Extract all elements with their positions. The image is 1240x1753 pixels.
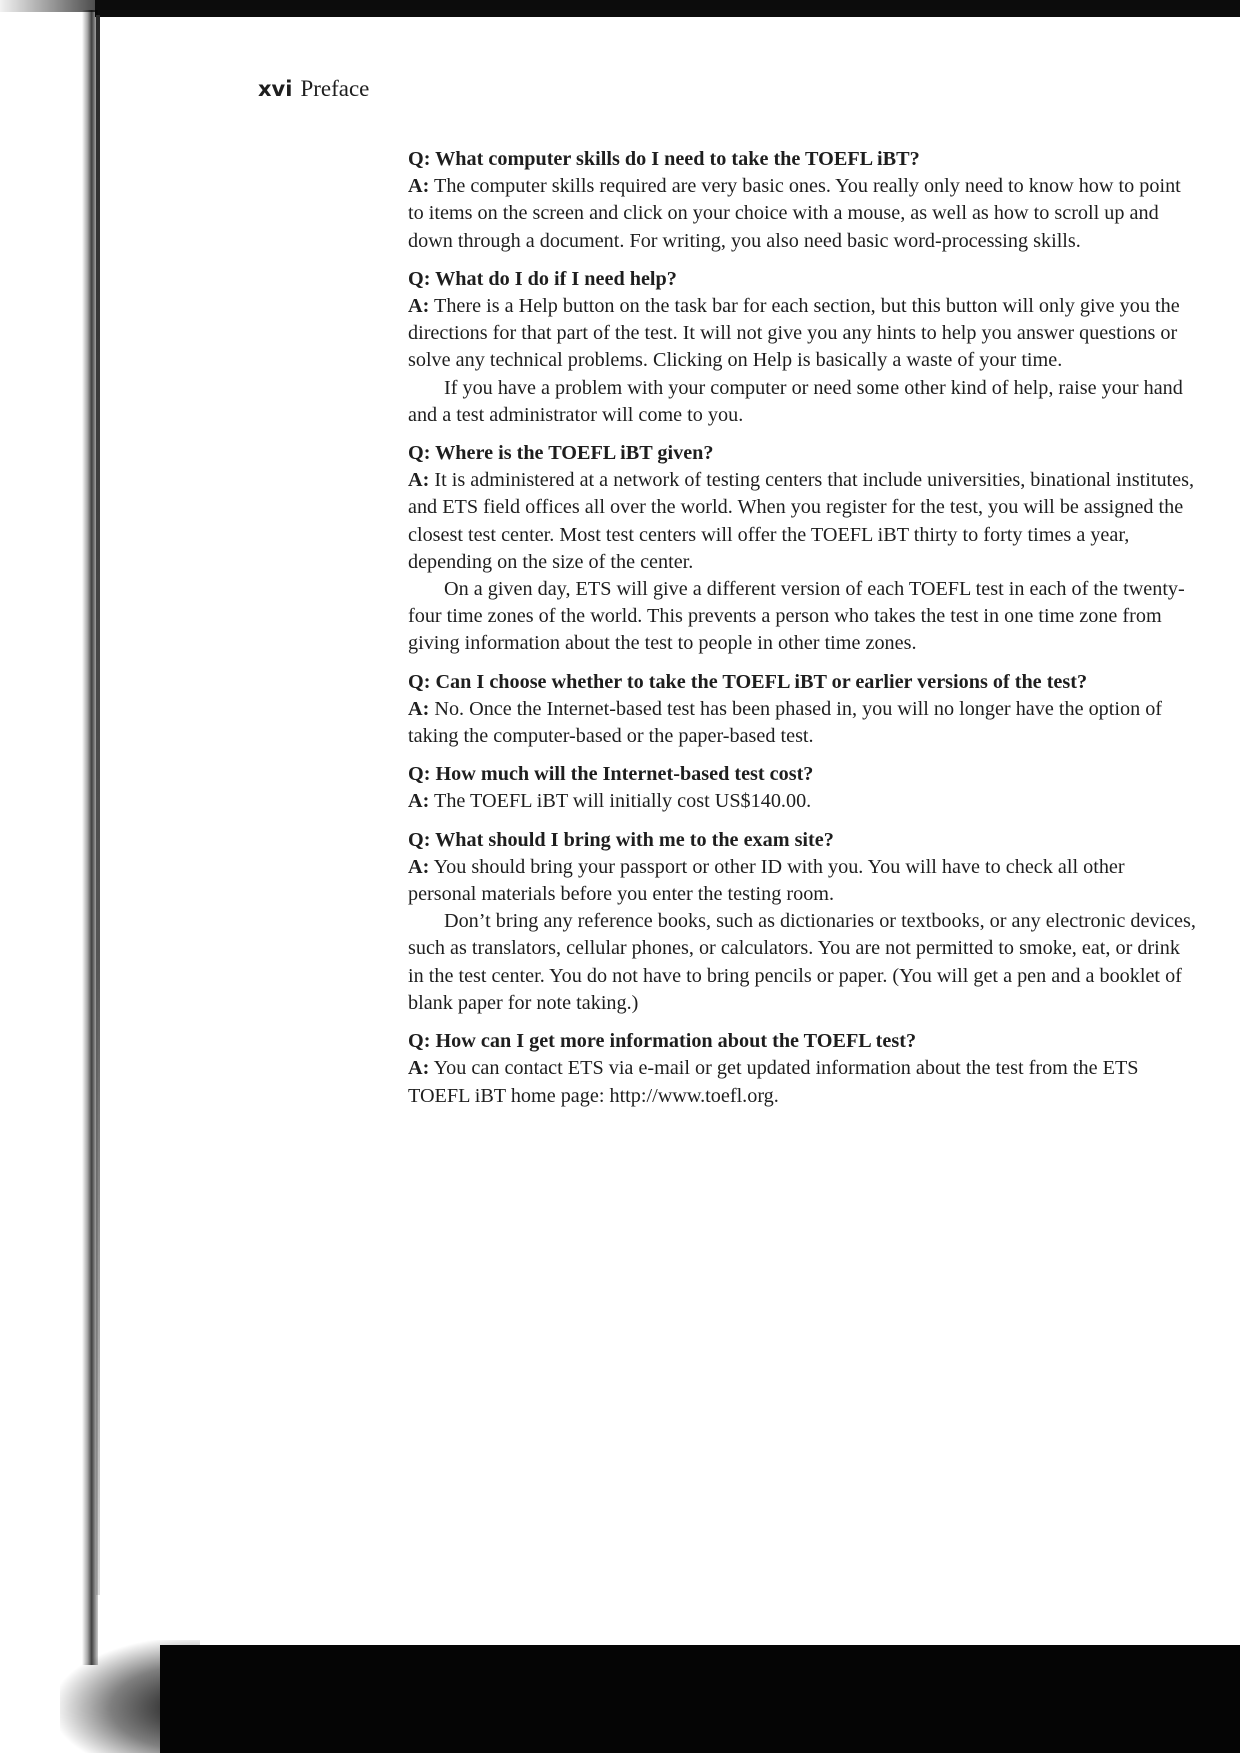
answer-label: A: xyxy=(408,469,430,492)
faq-question: Q: What computer skills do I need to take the TOEFL iBT? xyxy=(408,148,920,170)
answer-label: A: xyxy=(408,855,430,878)
faq-item xyxy=(408,1028,1198,1110)
answer-paragraph: Don’t bring any reference books, such as dictionaries or textbooks, or any electronic devices, such as translators, cellular phones, or calculators. You are not permitted to smoke, eat, or drink in the test center. You do not have to bring pencils or paper. (You will get a pen and a booklet of blank paper for note taking.) xyxy=(408,910,1196,1014)
faq-question: Q: What do I do if I need help? xyxy=(408,267,677,290)
faq-item xyxy=(408,440,1198,658)
faq-answer xyxy=(408,788,1198,815)
faq-answer xyxy=(408,293,1198,375)
scan-edge-bottom xyxy=(160,1645,1240,1753)
answer-paragraph: On a given day, ETS will give a different version of each TOEFL test in each of the twenty-four time zones of the world. This prevents a person who takes the test in one time zone from giving information about the test to people in other time zones. xyxy=(408,578,1185,655)
book-spine-edge xyxy=(96,15,100,1595)
faq-item xyxy=(408,146,1198,255)
answer-label: A: xyxy=(408,697,430,720)
faq-item xyxy=(408,827,1198,1017)
answer-text: There is a Help button on the task bar for each section, but this button will only give you the directions for that part of the test. It will not give you any hints to help you answer questions or solve any technical problems. Clicking on Help is basically a waste of your time. xyxy=(408,295,1180,372)
faq-question: Q: Where is the TOEFL iBT given? xyxy=(408,442,714,465)
answer-label: A: xyxy=(408,1057,430,1080)
answer-text: It is administered at a network of testing centers that include universities, binational institutes, and ETS field offices all over the world. When you register for the test, you will be assigned the closest test center. Most test centers will offer the TOEFL iBT thirty to forty times a year, depending on the size of the center. xyxy=(408,469,1195,573)
answer-label: A: xyxy=(408,790,430,813)
scan-edge-top xyxy=(95,0,1240,17)
answer-label: A: xyxy=(408,175,430,198)
answer-paragraph: If you have a problem with your computer or need some other kind of help, raise your hand and a test administrator will come to you. xyxy=(408,376,1183,426)
faq-item xyxy=(408,761,1198,815)
faq-question: Q: Can I choose whether to take the TOEFL iBT or earlier versions of the test? xyxy=(408,670,1088,693)
faq-body xyxy=(408,146,1198,1121)
faq-question: Q: How can I get more information about the TOEFL test? xyxy=(408,1030,917,1053)
faq-item xyxy=(408,669,1198,751)
answer-text: The TOEFL iBT will initially cost US$140.00. xyxy=(429,790,812,813)
faq-answer xyxy=(408,696,1198,750)
answer-text: You should bring your passport or other ID with you. You will have to check all other personal materials before you enter the testing room. xyxy=(408,855,1125,906)
faq-question: Q: How much will the Internet-based test cost? xyxy=(408,763,814,786)
faq-answer xyxy=(408,173,1198,255)
section-title: Preface xyxy=(300,76,370,101)
faq-answer xyxy=(408,467,1198,576)
running-head xyxy=(258,74,369,104)
answer-text: You can contact ETS via e-mail or get updated information about the test from the ETS TOEFL iBT home page: http://www.toefl.org. xyxy=(408,1057,1139,1107)
faq-item xyxy=(408,266,1198,429)
faq-answer xyxy=(408,854,1198,908)
answer-text: The computer skills required are very basic ones. You really only need to know how to point to items on the screen and click on your choice with a mouse, as well as how to scroll up and down through a document. For writing, you also need basic word-processing skills. xyxy=(408,175,1181,252)
faq-answer xyxy=(408,1055,1198,1109)
answer-label: A: xyxy=(408,295,430,318)
faq-question: Q: What should I bring with me to the exam site? xyxy=(408,828,834,851)
answer-text: No. Once the Internet-based test has been phased in, you will no longer have the option of taking the computer-based or the paper-based test. xyxy=(408,697,1163,748)
page-number: xvi xyxy=(258,77,293,101)
